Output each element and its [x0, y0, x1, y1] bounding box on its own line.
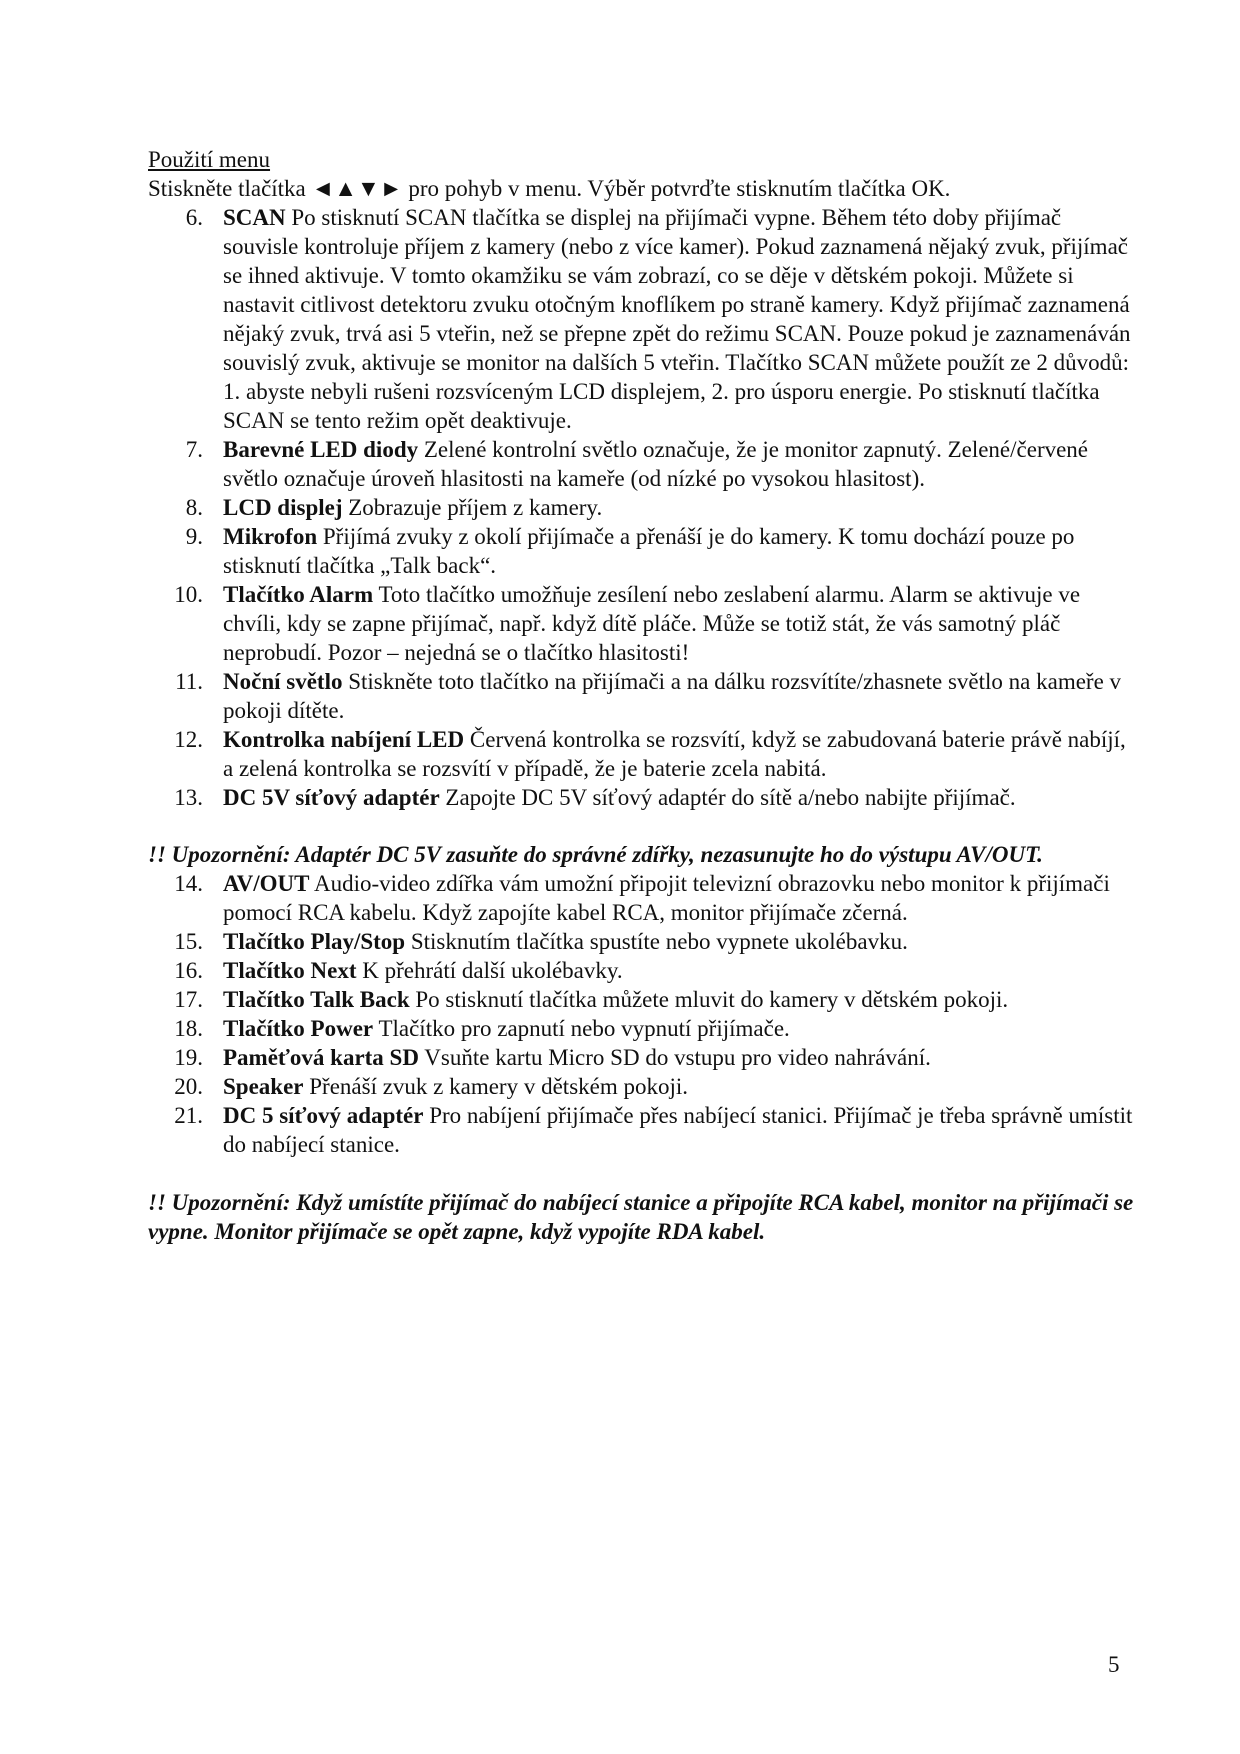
document-page: [148, 145, 1138, 1246]
list-item: [148, 203, 1138, 435]
item-term: Tlačítko Play/Stop: [223, 929, 406, 954]
item-number: 14.: [174, 871, 203, 896]
item-text: Přenáší zvuk z kamery v dětském pokoji.: [303, 1074, 689, 1099]
list-item: [148, 783, 1138, 812]
list-item: [148, 522, 1138, 580]
page-number: 5: [1108, 1652, 1120, 1677]
item-text: Stisknutím tlačítka spustíte nebo vypnete ukolébavku.: [405, 929, 908, 954]
item-number: 17.: [174, 987, 203, 1012]
item-term: Tlačítko Talk Back: [223, 987, 410, 1012]
list-item: [148, 493, 1138, 522]
list-item: [148, 869, 1138, 927]
item-term: Paměťová karta SD: [223, 1045, 419, 1070]
item-number: 16.: [174, 958, 203, 983]
list-item: [148, 580, 1138, 667]
section-heading: Použití menu: [148, 147, 271, 172]
item-term: DC 5 síťový adaptér: [223, 1103, 424, 1128]
item-number: 21.: [174, 1103, 203, 1128]
item-text: Po stisknutí tlačítka můžete mluvit do kamery v dětském pokoji.: [409, 987, 1009, 1012]
warning-adapter: !! Upozornění: Adaptér DC 5V zasuňte do správné zdířky, nezasunujte ho do výstupu AV/OUT.: [148, 842, 1043, 867]
item-text: Po stisknutí SCAN tlačítka se displej na přijímači vypne. Během této doby přijímač souvisle kontroluje příjem z kamery (nebo z více kamer). Pokud zaznamená nějaký zvuk, přijímač se ihned aktivuje. V tomto okamžiku se vám zobrazí, co se děje v dětském pokoji. Můžete si nastavit citlivost detektoru zvuku otočným knoflíkem po straně kamery. Když přijímač zaznamená nějaký zvuk, trvá asi 5 vteřin, než se přepne zpět do režimu SCAN. Pouze pokud je zaznamenáván souvislý zvuk, aktivuje se monitor na dalších 5 vteřin. Tlačítko SCAN můžete použít ze 2 důvodů: 1. abyste nebyli rušeni rozsvíceným LCD displejem, 2. pro úsporu energie. Po stisknutí tlačítka SCAN se tento režim opět deaktivuje.: [223, 205, 1131, 433]
intro-text-after: pro pohyb v menu. Výběr potvrďte stisknutím tlačítka OK.: [402, 176, 951, 201]
item-number: 12.: [174, 727, 203, 752]
warning-charging-station: !! Upozornění: Když umístíte přijímač do nabíjecí stanice a připojíte RCA kabel, monitor na přijímači se vypne. Monitor přijímače se opět zapne, když vypojíte RDA kabel.: [148, 1190, 1134, 1244]
list-item: [148, 1101, 1138, 1159]
list-item: [148, 1014, 1138, 1043]
list-item: [148, 725, 1138, 783]
item-text: Pro nabíjení přijímače přes nabíjecí stanici. Přijímač je třeba správně umístit do nabíjecí stanice.: [223, 1103, 1133, 1157]
item-text: Zelené kontrolní světlo označuje, že je monitor zapnutý. Zelené/červené světlo označuje úroveň hlasitosti na kameře (od nízké po vysokou hlasitost).: [223, 437, 1089, 491]
item-number: 18.: [174, 1016, 203, 1041]
item-text: Zapojte DC 5V síťový adaptér do sítě a/nebo nabijte přijímač.: [439, 785, 1016, 810]
item-text: Audio-video zdířka vám umožní připojit televizní obrazovku nebo monitor k přijímači pomocí RCA kabelu. Když zapojíte kabel RCA, monitor přijímače zčerná.: [223, 871, 1110, 925]
item-number: 8.: [185, 495, 203, 520]
item-term: Kontrolka nabíjení LED: [223, 727, 465, 752]
feature-list-a: [148, 203, 1138, 812]
list-item: [148, 956, 1138, 985]
item-text: Toto tlačítko umožňuje zesílení nebo zeslabení alarmu. Alarm se aktivuje ve chvíli, kdy se zapne přijímač, např. když dítě pláče. Může se totiž stát, že vás samotný pláč neprobudí. Pozor – nejedná se o tlačítko hlasitosti!: [223, 582, 1081, 665]
item-term: Mikrofon: [223, 524, 318, 549]
item-text: K přehrátí další ukolébavky.: [356, 958, 623, 983]
list-item: [148, 1043, 1138, 1072]
item-text: Stiskněte toto tlačítko na přijímači a na dálku rozsvítíte/zhasnete světlo na kameře v pokoji dítěte.: [223, 669, 1122, 723]
item-text: Přijímá zvuky z okolí přijímače a přenáší je do kamery. K tomu dochází pouze po stisknutí tlačítka „Talk back“.: [223, 524, 1075, 578]
list-item: [148, 927, 1138, 956]
item-number: 7.: [185, 437, 203, 462]
list-item: [148, 667, 1138, 725]
item-text: Vsuňte kartu Micro SD do vstupu pro video nahrávání.: [418, 1045, 931, 1070]
item-term: Tlačítko Power: [223, 1016, 374, 1041]
item-text: Červená kontrolka se rozsvítí, když se zabudovaná baterie právě nabíjí, a zelená kontrolka se rozsvítí v případě, že je baterie zcela nabitá.: [223, 727, 1126, 781]
item-term: Speaker: [223, 1074, 304, 1099]
item-term: Noční světlo: [223, 669, 343, 694]
list-item: [148, 985, 1138, 1014]
item-term: Tlačítko Alarm: [223, 582, 374, 607]
item-term: AV/OUT: [223, 871, 310, 896]
item-number: 19.: [174, 1045, 203, 1070]
item-term: LCD displej: [223, 495, 343, 520]
item-term: DC 5V síťový adaptér: [223, 785, 440, 810]
item-text: Zobrazuje příjem z kamery.: [342, 495, 603, 520]
item-number: 6.: [185, 205, 203, 230]
item-number: 9.: [185, 524, 203, 549]
item-number: 13.: [174, 785, 203, 810]
list-item: [148, 1072, 1138, 1101]
item-number: 20.: [174, 1074, 203, 1099]
item-term: Barevné LED diody: [223, 437, 419, 462]
intro-text-before: Stiskněte tlačítka: [148, 176, 312, 201]
item-number: 11.: [175, 669, 203, 694]
item-term: Tlačítko Next: [223, 958, 357, 983]
item-text: Tlačítko pro zapnutí nebo vypnutí přijímače.: [373, 1016, 790, 1041]
list-item: [148, 435, 1138, 493]
item-term: SCAN: [223, 205, 286, 230]
feature-list-b: [148, 869, 1138, 1159]
intro-paragraph: [148, 174, 1138, 203]
navigation-arrows-icon: ◄▲▼►: [311, 176, 403, 201]
item-number: 10.: [174, 582, 203, 607]
item-number: 15.: [174, 929, 203, 954]
